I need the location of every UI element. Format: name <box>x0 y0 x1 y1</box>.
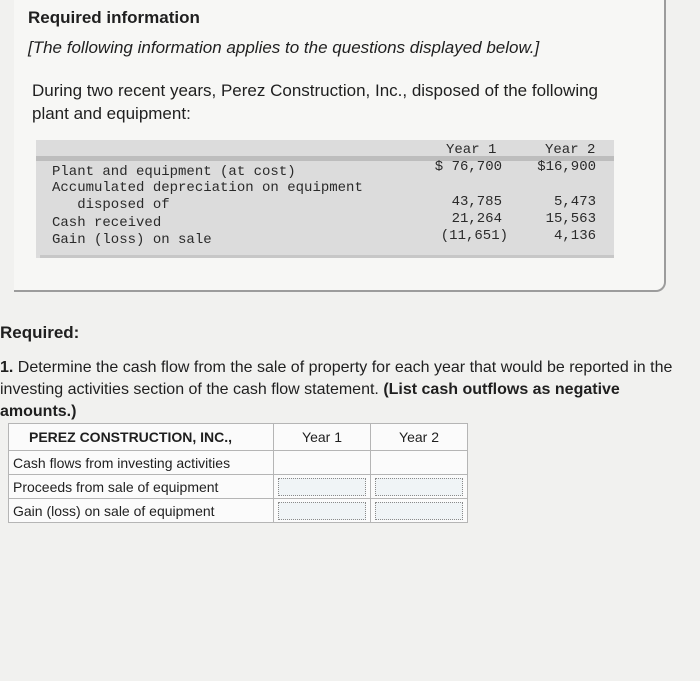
required-heading: Required: <box>0 323 80 342</box>
empty-cell <box>371 451 468 475</box>
row-accum-y1: 43,785 <box>451 194 502 210</box>
row-accum-y2: 5,473 <box>553 194 596 210</box>
required-question: Determine the cash flow from the sale of property for each year that would be reported in the investing activities section of the cash flow statement. <box>0 359 673 398</box>
table-header-strip <box>36 156 614 161</box>
answer-col-year2: Year 2 <box>371 424 468 451</box>
row-gain-y2: 4,136 <box>553 228 596 244</box>
intro-text: During two recent years, Perez Construction, Inc., disposed of the following plant and equipment: <box>32 81 599 123</box>
proceeds-year1-input[interactable] <box>278 478 366 496</box>
info-note: [The following information applies to the questions displayed below.] <box>28 38 540 57</box>
row-label-proceeds: Proceeds from sale of equipment <box>9 475 274 499</box>
col-header-year2: Year 2 <box>545 142 596 158</box>
required-instruction: (List cash outflows as negative amounts.) <box>0 381 620 420</box>
row-label-gain-loss: Gain (loss) on sale of equipment <box>9 499 274 523</box>
company-name: PEREZ CONSTRUCTION, INC., <box>9 424 274 451</box>
gain-year1-input[interactable] <box>278 502 366 520</box>
table-row <box>9 451 468 475</box>
col-header-year1: Year 1 <box>446 142 497 158</box>
row-label-plant: Plant and equipment (at cost) <box>52 164 296 180</box>
row-plant-y2: $16,900 <box>537 159 596 175</box>
gain-year1-cell <box>274 499 371 523</box>
row-label-gain: Gain (loss) on sale <box>52 232 212 248</box>
required-number: 1. <box>0 359 14 376</box>
answer-table <box>8 423 468 523</box>
proceeds-year2-input[interactable] <box>375 478 463 496</box>
answer-col-year1: Year 1 <box>274 424 371 451</box>
proceeds-year2-cell <box>371 475 468 499</box>
row-gain-y1: (11,651) <box>440 228 508 244</box>
table-row <box>9 499 468 523</box>
gain-year2-input[interactable] <box>375 502 463 520</box>
row-label-investing: Cash flows from investing activities <box>9 451 274 475</box>
row-label-cash: Cash received <box>52 215 162 231</box>
empty-cell <box>274 451 371 475</box>
table-bottom-rule <box>40 255 614 258</box>
disposal-data-table <box>36 140 614 258</box>
row-plant-y1: $ 76,700 <box>434 159 502 175</box>
proceeds-year1-cell <box>274 475 371 499</box>
required-text <box>0 335 700 423</box>
row-cash-y2: 15,563 <box>545 211 596 227</box>
gain-year2-cell <box>371 499 468 523</box>
table-row <box>9 475 468 499</box>
row-cash-y1: 21,264 <box>451 211 502 227</box>
row-label-accum: Accumulated depreciation on equipment disposed of <box>52 180 363 213</box>
required-info-title: Required information <box>28 8 200 27</box>
answer-header-row <box>9 424 468 451</box>
